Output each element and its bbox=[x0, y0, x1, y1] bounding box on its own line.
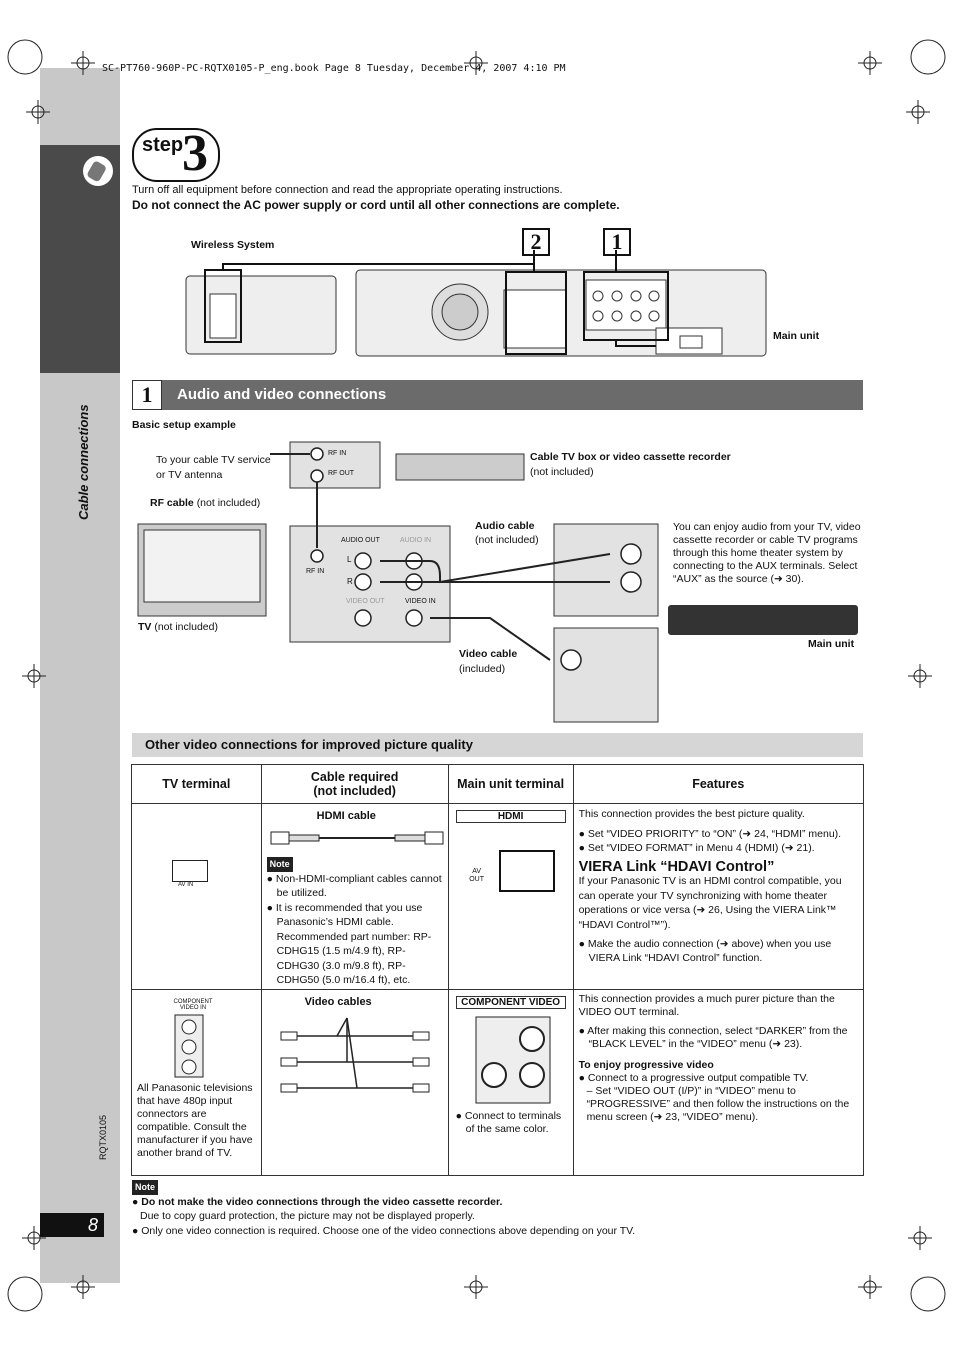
footer-note: Note ● Do not make the video connections through the video cassette recorder. Due to copy guard protection, the picture may not be displayed properly. ● Only one video connection is required. Choose one of the video connections above depending on your TV. bbox=[132, 1182, 636, 1237]
component-out-icon bbox=[456, 1015, 566, 1107]
audio-cable-label: Audio cable bbox=[475, 520, 535, 532]
aux-text: You can enjoy audio from your TV, video cassette recorder or cable TV programs through this home theater system by connecting to the AUX terminals. Select “AUX” as the source (➜ 30). bbox=[673, 521, 861, 585]
wireless-label: Wireless System bbox=[191, 239, 275, 251]
intro-line1: Turn off all equipment before connection and read the appropriate operating instructions. bbox=[132, 184, 563, 196]
th-unit-terminal: Main unit terminal bbox=[448, 765, 573, 804]
book-header: SC-PT760-960P-PC-RQTX0105-P_eng.book Page 8 Tuesday, December 4, 2007 4:10 PM bbox=[102, 63, 566, 74]
step-logo: step 3 bbox=[132, 128, 220, 182]
th-features: Features bbox=[573, 765, 863, 804]
row1-cable: HDMI cable Note ● Non-HDMI-compliant cables cannot be utilized. ● It is recommended that you use Panasonic’s HDMI cable. Recommended part number: RP-CDHG15 (1.5 m/4.9 ft), RP-CDHG30 (3.0 m/9.8 ft), RP-CDHG50 (5.0 m/16.4 ft), etc. bbox=[261, 804, 448, 990]
rf-cable-label: RF cable (not included) bbox=[150, 497, 261, 509]
th-cable: Cable required (not included) bbox=[261, 765, 448, 804]
hdmi-icon bbox=[172, 860, 208, 882]
callout-1: 1 bbox=[603, 228, 631, 256]
doc-code: RQTX0105 bbox=[98, 1114, 108, 1160]
video-cable-label: Video cable bbox=[459, 648, 518, 660]
basic-setup-diagram bbox=[130, 436, 670, 726]
basic-setup-label: Basic setup example bbox=[132, 419, 236, 431]
tv-label: TV (not included) bbox=[138, 621, 218, 633]
intro-line2: Do not connect the AC power supply or cord until all other connections are complete. bbox=[132, 198, 620, 212]
callout-2: 2 bbox=[522, 228, 550, 256]
cable-box-label: Cable TV box or video cassette recorder bbox=[530, 451, 731, 463]
main-unit-label: Main unit bbox=[808, 638, 855, 650]
sidebar-label: Cable connections bbox=[76, 404, 91, 520]
row1-unit: HDMI AV OUT bbox=[448, 804, 573, 990]
section-header: Audio and video connections bbox=[132, 380, 863, 410]
main-unit-image bbox=[668, 605, 858, 635]
page-number: 8 bbox=[40, 1213, 104, 1237]
main-unit-label-top: Main unit bbox=[773, 330, 820, 342]
subsection-header: Other video connections for improved picture quality bbox=[132, 733, 863, 757]
hdmi-cable-icon bbox=[267, 826, 447, 852]
section-number: 1 bbox=[132, 380, 162, 410]
rear-panel-diagram bbox=[180, 250, 780, 370]
video-cables-icon bbox=[267, 1014, 447, 1104]
row1-features: This connection provides the best picture quality. ● Set “VIDEO PRIORITY” to “ON” (➜ 24, “HDMI” menu). ● Set “VIDEO FORMAT” in Menu 4 (HDMI) (➜ 21). VIERA Link “HDAVI Control” If your Panasonic TV is an HDMI control compatible, you can operate your TV synchronizing with home theater operations or vice versa (➜ 26, Using the VIERA Link™ “HDAVI Control™”). ● Make the audio connection (➜ above) when you use VIERA Link “HDAVI Control” function. bbox=[573, 804, 863, 990]
viera-title: VIERA Link “HDAVI Control” bbox=[578, 859, 775, 875]
row2-tv: COMPONENT VIDEO IN All Panasonic televisions that have 480p input connectors are compatible. Consult the manufacturer if you have another brand of TV. bbox=[132, 990, 262, 1176]
connections-table bbox=[131, 764, 864, 1176]
component-in-icon bbox=[173, 1013, 213, 1079]
hdmi-port-icon bbox=[499, 850, 555, 892]
row2-cable: Video cables bbox=[261, 990, 448, 1176]
row2-unit: COMPONENT VIDEO ● Connect to terminals of the same color. bbox=[448, 990, 573, 1176]
th-tv-terminal: TV terminal bbox=[132, 765, 262, 804]
cable-tv-text: To your cable TV service or TV antenna bbox=[156, 454, 271, 481]
row2-features: This connection provides a much purer picture than the VIDEO OUT terminal. ● After making this connection, select “DARKER” from the “BLACK LEVEL” in the “VIDEO” menu (➜ 23). To enjoy progressive video ● Connect to a progressive output compatible TV. – Set “VIDEO OUT (I/P)” in “VIDEO” menu to “PROGRESSIVE” and then follow the instructions on the menu screen (➜ 23, “VIDEO” menu). bbox=[573, 990, 863, 1176]
row1-tv: AV IN bbox=[132, 804, 262, 990]
